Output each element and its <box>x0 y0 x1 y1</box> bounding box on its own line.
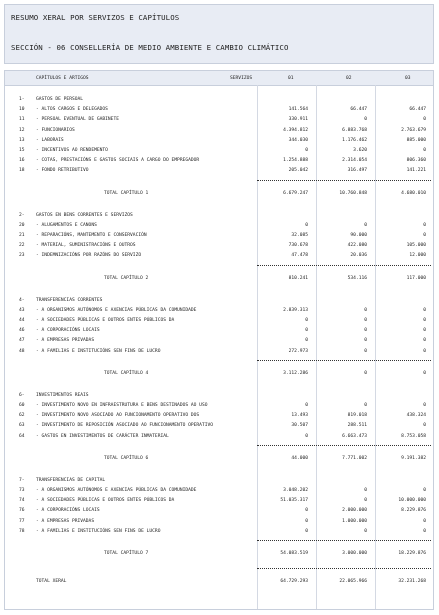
value-03: 32.231.268 <box>398 579 426 584</box>
table-row <box>5 166 433 175</box>
total-separator <box>257 445 431 446</box>
value-03: 10.000.000 <box>398 498 426 504</box>
row-code: 1- <box>19 97 25 102</box>
value-02: 0 <box>364 328 367 334</box>
row-label: - ALUGAMENTOS E CANONS <box>36 222 97 228</box>
row-label: - INDEMNIZACIÓNS POR RAZÓNS DO SERVIZO <box>36 253 142 259</box>
value-02: 534.116 <box>347 275 367 281</box>
table-row <box>5 506 433 515</box>
value-02: 7.771.002 <box>342 455 367 461</box>
value-03: 806.360 <box>406 158 426 164</box>
row-code: 6- <box>19 392 25 398</box>
row-code: 44 <box>19 318 25 323</box>
value-03: 438.324 <box>406 413 426 419</box>
table-row <box>5 156 433 165</box>
chapter-total-row <box>5 369 433 378</box>
total-separator <box>257 360 431 361</box>
table-row <box>5 146 433 155</box>
table-column-header <box>5 71 433 86</box>
chapter-row <box>5 95 433 104</box>
column-03: 03 <box>405 76 411 81</box>
value-01: 0 <box>305 148 308 153</box>
value-03: 18.229.876 <box>398 551 426 556</box>
row-label: - COTAS, PRESTACIÓNS E GASTOS SOCIAIS A CARGO DO EMPREGADOR <box>36 158 200 164</box>
value-03: 0 <box>423 370 426 376</box>
value-03: 0 <box>423 328 426 334</box>
row-code: 62 <box>19 413 25 419</box>
chapter-row <box>5 211 433 220</box>
table-row <box>5 336 433 345</box>
value-02: 6.883.768 <box>342 127 367 133</box>
row-code: 78 <box>19 528 25 534</box>
value-03: 9.191.382 <box>401 455 426 461</box>
table-row <box>5 221 433 230</box>
table-row <box>5 401 433 410</box>
table-row <box>5 115 433 124</box>
value-03: 4.680.010 <box>401 190 426 196</box>
row-code: 4- <box>19 297 25 303</box>
table-row <box>5 231 433 240</box>
value-01: 810.241 <box>288 275 308 281</box>
chapter-row <box>5 296 433 305</box>
table-row <box>5 527 433 536</box>
chapter-row <box>5 476 433 485</box>
value-03: 105.000 <box>406 243 426 249</box>
value-02: 0 <box>364 488 367 493</box>
value-02: 819.018 <box>347 413 367 419</box>
chapter-total-row <box>5 274 433 283</box>
value-01: 32.085 <box>291 233 308 238</box>
value-02: 0 <box>364 498 367 504</box>
row-code: 48 <box>19 348 25 354</box>
row-label: INVESTIMENTOS REAIS <box>36 392 89 398</box>
row-label: - A SOCIEDADES PÚBLICAS E OUTROS ENTES PÚBLICOS DA <box>36 498 175 504</box>
table-row <box>5 136 433 145</box>
value-02: 2.000.000 <box>342 508 367 514</box>
value-02: 0 <box>364 318 367 323</box>
table-row <box>5 241 433 250</box>
table-row <box>5 347 433 356</box>
value-01: 0 <box>305 433 308 439</box>
value-03: 0 <box>423 307 426 313</box>
value-01: 272.973 <box>288 348 308 354</box>
value-02: 1.000.000 <box>342 518 367 524</box>
value-02: 10.760.848 <box>339 190 367 196</box>
row-label: TOTAL CAPÍTULO 6 <box>104 455 149 461</box>
value-03: 8.229.876 <box>401 508 426 514</box>
value-01: 54.083.519 <box>280 551 308 556</box>
row-label: - A FAMILIAS E INSTITUCIÓNS SEN FINS DE LUCRO <box>36 348 161 354</box>
value-01: 205.042 <box>288 168 308 174</box>
value-02: 2.314.054 <box>342 158 367 164</box>
value-03: 0 <box>423 348 426 354</box>
row-code: 47 <box>19 338 25 344</box>
summary-table <box>4 70 434 610</box>
chapter-row <box>5 391 433 400</box>
value-02: 90.000 <box>350 233 367 238</box>
row-label: - A CORPORACIÓNS LOCAIS <box>36 328 100 334</box>
chapter-total-row <box>5 549 433 558</box>
total-separator <box>257 265 431 266</box>
value-03: 2.763.679 <box>401 127 426 133</box>
row-code: 64 <box>19 433 25 439</box>
value-03: 0 <box>423 318 426 323</box>
value-02: 0 <box>364 528 367 534</box>
row-label: GASTOS DE PERSOAL <box>36 97 84 102</box>
value-01: 1.254.888 <box>283 158 308 164</box>
row-label: - INVESTIMENTO NOVO EN INFRAESTRUTURA E BENS DESTINADOS AO USO <box>36 403 208 408</box>
value-01: 0 <box>305 222 308 228</box>
row-label: TOTAL CAPÍTULO 2 <box>104 275 149 281</box>
value-03: 8.753.058 <box>401 433 426 439</box>
value-01: 44.000 <box>291 455 308 461</box>
row-code: 10 <box>19 107 25 113</box>
value-02: 66.447 <box>350 107 367 113</box>
row-label: TRANSFERENCIAS DE CAPITAL <box>36 477 106 483</box>
row-code: 11 <box>19 117 25 123</box>
value-03: 0 <box>423 518 426 524</box>
column-02: 02 <box>346 76 352 81</box>
value-03: 0 <box>423 222 426 228</box>
table-row <box>5 105 433 114</box>
total-separator <box>257 180 431 181</box>
value-01: 0 <box>305 318 308 323</box>
value-01: 3.112.286 <box>283 370 308 376</box>
row-label: GASTOS EN BENS CORRENTES E SERVIZOS <box>36 212 133 218</box>
row-label: - INVESTIMENTO NOVO ASOCIADO AO FUNCIONAMENTO OPERATIVO DOS <box>36 413 200 419</box>
row-code: 43 <box>19 307 25 313</box>
row-label: - A SOCIEDADES PÚBLICAS E OUTROS ENTES PÚBLICOS DA <box>36 318 175 323</box>
column-01: 01 <box>288 76 294 81</box>
row-label: - INVESTIMENTO DE REPOSICIÓN ASOCIADO AO FUNCIONAMENTO OPERATIVO <box>36 423 214 429</box>
value-01: 30.507 <box>291 423 308 429</box>
value-03: 0 <box>423 148 426 153</box>
value-01: 0 <box>305 518 308 524</box>
table-row <box>5 306 433 315</box>
value-03: 141.221 <box>406 168 426 174</box>
row-label: - FONDO RETRIBUTIVO <box>36 168 89 174</box>
value-02: 0 <box>364 348 367 354</box>
value-01: 51.035.317 <box>280 498 308 504</box>
row-code: 76 <box>19 508 25 514</box>
value-03: 0 <box>423 423 426 429</box>
row-code: 60 <box>19 403 25 408</box>
row-label: - ALTOS CARGOS E DELEGADOS <box>36 107 108 113</box>
row-code: 7- <box>19 477 25 483</box>
table-row <box>5 517 433 526</box>
value-03: 12.000 <box>409 253 426 259</box>
value-01: 6.679.247 <box>283 190 308 196</box>
row-label: - A ORGANISMOS AUTÓNOMOS E AXENCIAS PÚBLICAS DA COMUNIDADE <box>36 307 197 313</box>
row-label: TOTAL CAPÍTULO 7 <box>104 551 149 556</box>
value-01: 0 <box>305 403 308 408</box>
value-01: 330.911 <box>288 117 308 123</box>
value-02: 316.497 <box>347 168 367 174</box>
value-01: 344.030 <box>288 137 308 143</box>
value-01: 0 <box>305 338 308 344</box>
value-03: 0 <box>423 403 426 408</box>
section-title: SECCIÓN - 06 CONSELLERÍA DE MEDIO AMBIENTE E CAMBIO CLIMÁTICO <box>11 43 289 52</box>
value-02: 288.511 <box>347 423 367 429</box>
row-label: TOTAL XERAL <box>36 579 67 584</box>
value-01: 0 <box>305 508 308 514</box>
table-row <box>5 126 433 135</box>
row-label: TRANSFERENCIAS CORRENTES <box>36 297 103 303</box>
value-02: 1.176.462 <box>342 137 367 143</box>
value-02: 3.620 <box>353 148 367 153</box>
row-code: 46 <box>19 328 25 334</box>
value-02: 0 <box>364 307 367 313</box>
row-label: - GASTOS EN INVESTIMENTOS DE CARÁCTER INMATERIAL <box>36 433 169 439</box>
value-01: 4.394.812 <box>283 127 308 133</box>
total-separator <box>257 568 431 569</box>
value-01: 13.493 <box>291 413 308 419</box>
value-02: 0 <box>364 222 367 228</box>
value-01: 64.729.293 <box>280 579 308 584</box>
table-row <box>5 432 433 441</box>
row-label: - REPARACIÓNS, MANTEMENTO E CONSERVACIÓN <box>36 233 147 238</box>
value-01: 141.564 <box>288 107 308 113</box>
row-label: - A EMPRESAS PRIVADAS <box>36 518 95 524</box>
chapter-total-row <box>5 189 433 198</box>
row-label: - MATERIAL, SUMINISTRACIÓNS E OUTROS <box>36 243 136 249</box>
table-row <box>5 316 433 325</box>
row-code: 77 <box>19 518 25 524</box>
value-02: 22.065.966 <box>339 579 367 584</box>
row-label: - A CORPORACIÓNS LOCAIS <box>36 508 100 514</box>
total-separator <box>257 540 431 541</box>
value-03: 0 <box>423 528 426 534</box>
row-code: 22 <box>19 243 25 249</box>
table-row <box>5 411 433 420</box>
value-02: 0 <box>364 338 367 344</box>
value-02: 422.080 <box>347 243 367 249</box>
row-label: - INCENTIVOS AO RENDEMENTO <box>36 148 108 153</box>
row-code: 12 <box>19 127 25 133</box>
row-code: 2- <box>19 212 25 218</box>
row-label: TOTAL CAPÍTULO 1 <box>104 190 149 196</box>
chapter-total-row <box>5 454 433 463</box>
row-code: 20 <box>19 222 25 228</box>
row-label: - A FAMILIAS E INSTITUCIÓNS SEN FINS DE LUCRO <box>36 528 161 534</box>
column-servizos: SERVIZOS <box>230 76 253 81</box>
row-code: 18 <box>19 168 25 174</box>
row-code: 16 <box>19 158 25 164</box>
grand-total-row <box>5 577 433 586</box>
value-03: 0 <box>423 117 426 123</box>
table-row <box>5 496 433 505</box>
value-03: 0 <box>423 338 426 344</box>
row-label: - PERSOAL EVENTUAL DE GABINETE <box>36 117 119 123</box>
value-02: 0 <box>364 403 367 408</box>
value-01: 0 <box>305 328 308 334</box>
value-01: 730.678 <box>288 243 308 249</box>
value-02: 6.663.473 <box>342 433 367 439</box>
row-label: - A EMPRESAS PRIVADAS <box>36 338 95 344</box>
table-row <box>5 326 433 335</box>
row-code: 73 <box>19 488 25 493</box>
value-02: 3.000.000 <box>342 551 367 556</box>
table-row <box>5 486 433 495</box>
value-01: 47.478 <box>291 253 308 259</box>
value-03: 885.000 <box>406 137 426 143</box>
row-code: 13 <box>19 137 25 143</box>
report-title: RESUMO XERAL POR SERVIZOS E CAPÍTULOS <box>11 13 180 22</box>
value-01: 0 <box>305 528 308 534</box>
row-label: - FUNCIONARIOS <box>36 127 75 133</box>
value-03: 66.447 <box>409 107 426 113</box>
value-01: 2.839.313 <box>283 307 308 313</box>
value-03: 117.000 <box>406 275 426 281</box>
row-label: - LABORAIS <box>36 137 64 143</box>
table-row <box>5 421 433 430</box>
row-label: - A ORGANISMOS AUTÓNOMOS E AXENCIAS PÚBLICAS DA COMUNIDADE <box>36 488 197 493</box>
value-03: 0 <box>423 233 426 238</box>
value-02: 0 <box>364 117 367 123</box>
row-code: 15 <box>19 148 25 153</box>
value-03: 0 <box>423 488 426 493</box>
row-code: 21 <box>19 233 25 238</box>
report-header <box>4 4 434 64</box>
row-code: 74 <box>19 498 25 504</box>
value-01: 3.048.202 <box>283 488 308 493</box>
table-row <box>5 251 433 260</box>
row-label: TOTAL CAPÍTULO 4 <box>104 370 149 376</box>
value-02: 20.036 <box>350 253 367 259</box>
value-02: 0 <box>364 370 367 376</box>
column-capitulos: CAPÍTULOS E ARTIGOS <box>36 76 89 81</box>
row-code: 63 <box>19 423 25 429</box>
row-code: 23 <box>19 253 25 259</box>
